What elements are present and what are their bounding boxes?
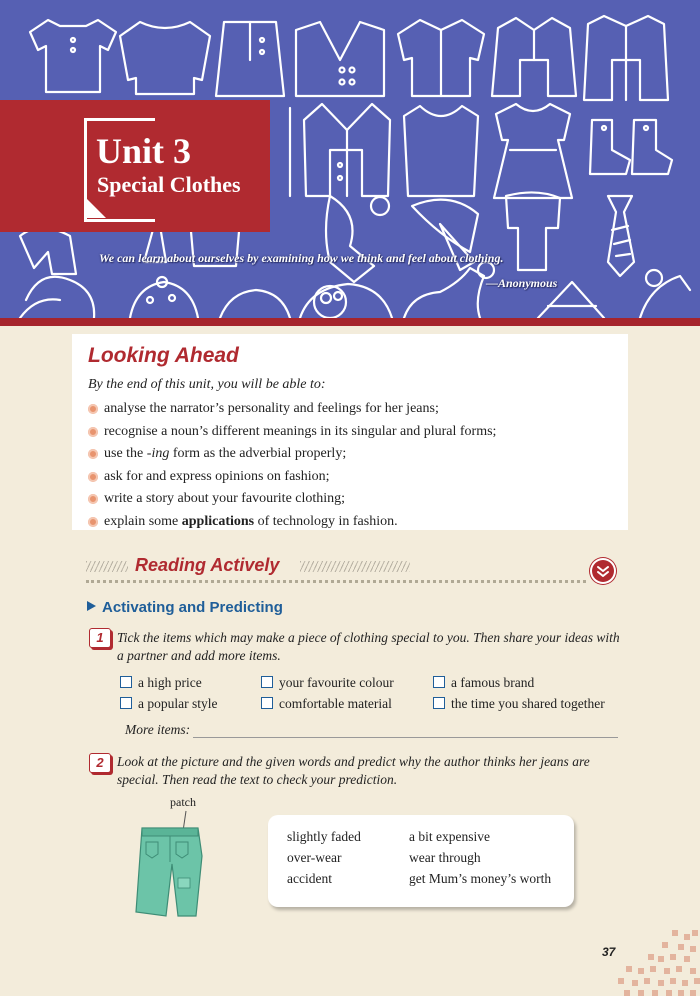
checkbox-icon[interactable] [261, 697, 273, 709]
patch-label: patch [170, 795, 196, 809]
word-item: over-wear [287, 850, 342, 865]
bullet-icon [88, 404, 98, 414]
triangle-right-icon [87, 601, 96, 611]
jeans-illustration [126, 808, 216, 920]
chevron-down-icon [592, 560, 614, 582]
task-number-badge: 2 [89, 753, 111, 773]
reading-actively-title: Reading Actively [135, 555, 280, 575]
checkbox-icon[interactable] [433, 676, 445, 688]
task-number-badge: 1 [89, 628, 111, 648]
looking-ahead-intro: By the end of this unit, you will be able to: [88, 377, 326, 392]
word-item: get Mum’s money’s worth [409, 871, 552, 886]
option-famous-brand[interactable]: a famous brand [433, 675, 534, 691]
checkbox-icon[interactable] [120, 697, 132, 709]
option-high-price[interactable]: a high price [120, 675, 202, 691]
option-comfortable-material[interactable]: comfortable material [261, 696, 392, 712]
unit-subtitle: Special Clothes [97, 172, 241, 197]
checkbox-icon[interactable] [261, 676, 273, 688]
heading-hatch-left [86, 561, 128, 572]
option-favourite-colour[interactable]: your favourite colour [261, 675, 394, 691]
option-time-shared[interactable]: the time you shared together [433, 696, 605, 712]
word-item: slightly faded [287, 829, 361, 844]
goal-item: write a story about your favourite clothing; [88, 489, 496, 512]
more-items-label: More items: [125, 722, 191, 737]
goal-item: explain some applications of technology in fashion. [88, 512, 496, 535]
page-number: 37 [602, 945, 616, 959]
unit-quote: We can learn about ourselves by examining how we think and feel about clothing. [99, 251, 504, 265]
goal-item: analyse the narrator’s personality and feelings for her jeans; [88, 399, 496, 422]
section-title: Activating and Predicting [87, 599, 283, 616]
word-item: accident [287, 871, 332, 886]
word-item: a bit expensive [409, 829, 490, 844]
goal-item: recognise a noun’s different meanings in its singular and plural forms; [88, 422, 496, 445]
quote-author: —Anonymous [486, 276, 558, 290]
bullet-icon [88, 494, 98, 504]
task2-instructions: Look at the picture and the given words and predict why the author thinks her jeans are special. Then read the text to check your prediction. [117, 754, 590, 787]
task1-instructions: Tick the items which may make a piece of clothing special to you. Then share your ideas with a partner and add more items. [117, 630, 620, 663]
bullet-icon [88, 449, 98, 459]
more-items-input-line[interactable] [193, 737, 618, 738]
checkbox-icon[interactable] [433, 697, 445, 709]
bullet-icon [88, 427, 98, 437]
looking-ahead-title: Looking Ahead [88, 344, 239, 367]
learning-goals-list [88, 399, 496, 535]
checkbox-icon[interactable] [120, 676, 132, 688]
heading-hatch-right [300, 561, 410, 572]
bullet-icon [88, 472, 98, 482]
word-item: wear through [409, 850, 481, 865]
title-frame-corner [84, 196, 106, 218]
unit-title: Unit 3 [96, 131, 192, 171]
decorative-pixel-pattern [618, 930, 700, 996]
option-popular-style[interactable]: a popular style [120, 696, 217, 712]
dotted-divider [86, 580, 586, 583]
bullet-icon [88, 517, 98, 527]
expand-button[interactable] [592, 560, 614, 582]
goal-item: use the -ing form as the adverbial properly; [88, 444, 496, 467]
hero-bottom-band [0, 318, 700, 326]
goal-item: ask for and express opinions on fashion; [88, 467, 496, 490]
